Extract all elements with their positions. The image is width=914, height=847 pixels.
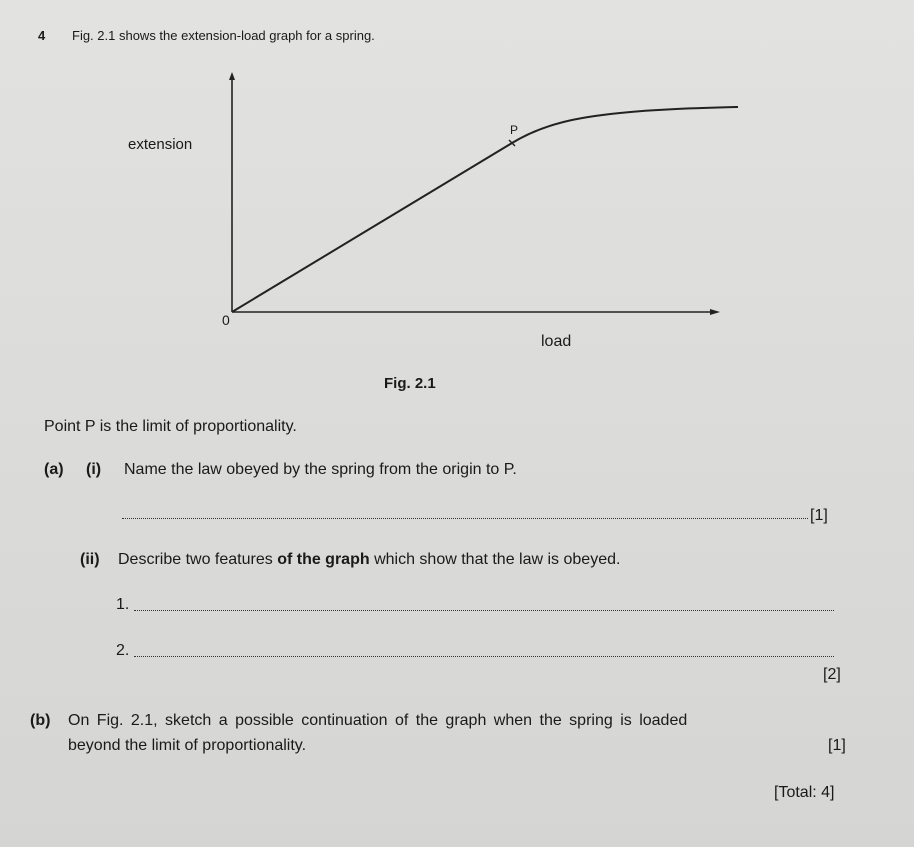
part-a-i-question: Name the law obeyed by the spring from the origin to P. xyxy=(124,461,517,478)
question-number: 4 xyxy=(38,28,46,43)
point-p-label: P xyxy=(510,123,519,137)
answer-line-a-ii-1[interactable] xyxy=(134,610,834,611)
marks-a-i: [1] xyxy=(810,507,828,524)
part-a-ii-text-before: Describe two features xyxy=(118,551,278,568)
answer-item-2-label: 2. xyxy=(116,642,130,659)
total-marks: [Total: 4] xyxy=(774,784,835,801)
question-intro: Fig. 2.1 shows the extension-load graph for a spring. xyxy=(72,28,375,43)
x-axis-arrow xyxy=(710,309,720,315)
part-a-label: (a) xyxy=(44,461,64,478)
part-b-line-1: On Fig. 2.1, sketch a possible continuation of the graph when the spring is loaded xyxy=(68,712,688,729)
part-a-i-label: (i) xyxy=(86,461,102,478)
part-a-ii-text-after: which show that the law is obeyed. xyxy=(369,551,621,568)
proportional-line xyxy=(232,143,512,312)
extension-load-graph xyxy=(0,0,914,400)
statement-text: Point P is the limit of proportionality. xyxy=(44,418,297,435)
answer-item-1-label: 1. xyxy=(116,596,130,613)
curve-beyond-p xyxy=(512,107,738,143)
figure-caption: Fig. 2.1 xyxy=(384,375,436,392)
answer-line-a-ii-2[interactable] xyxy=(134,656,834,657)
y-axis-arrow xyxy=(229,72,235,80)
answer-line-a-i[interactable] xyxy=(122,518,808,519)
part-a-ii-label: (ii) xyxy=(80,551,100,568)
marks-a-ii: [2] xyxy=(823,666,841,683)
x-axis-label: load xyxy=(541,333,572,350)
part-a-ii-text-bold: of the graph xyxy=(277,551,370,568)
part-b-line-2: beyond the limit of proportionality. xyxy=(68,737,307,754)
y-axis-label: extension xyxy=(128,136,193,153)
origin-label: 0 xyxy=(222,312,230,328)
part-a-ii-question xyxy=(118,551,620,569)
part-b-label: (b) xyxy=(30,712,51,729)
marks-b: [1] xyxy=(828,737,846,754)
